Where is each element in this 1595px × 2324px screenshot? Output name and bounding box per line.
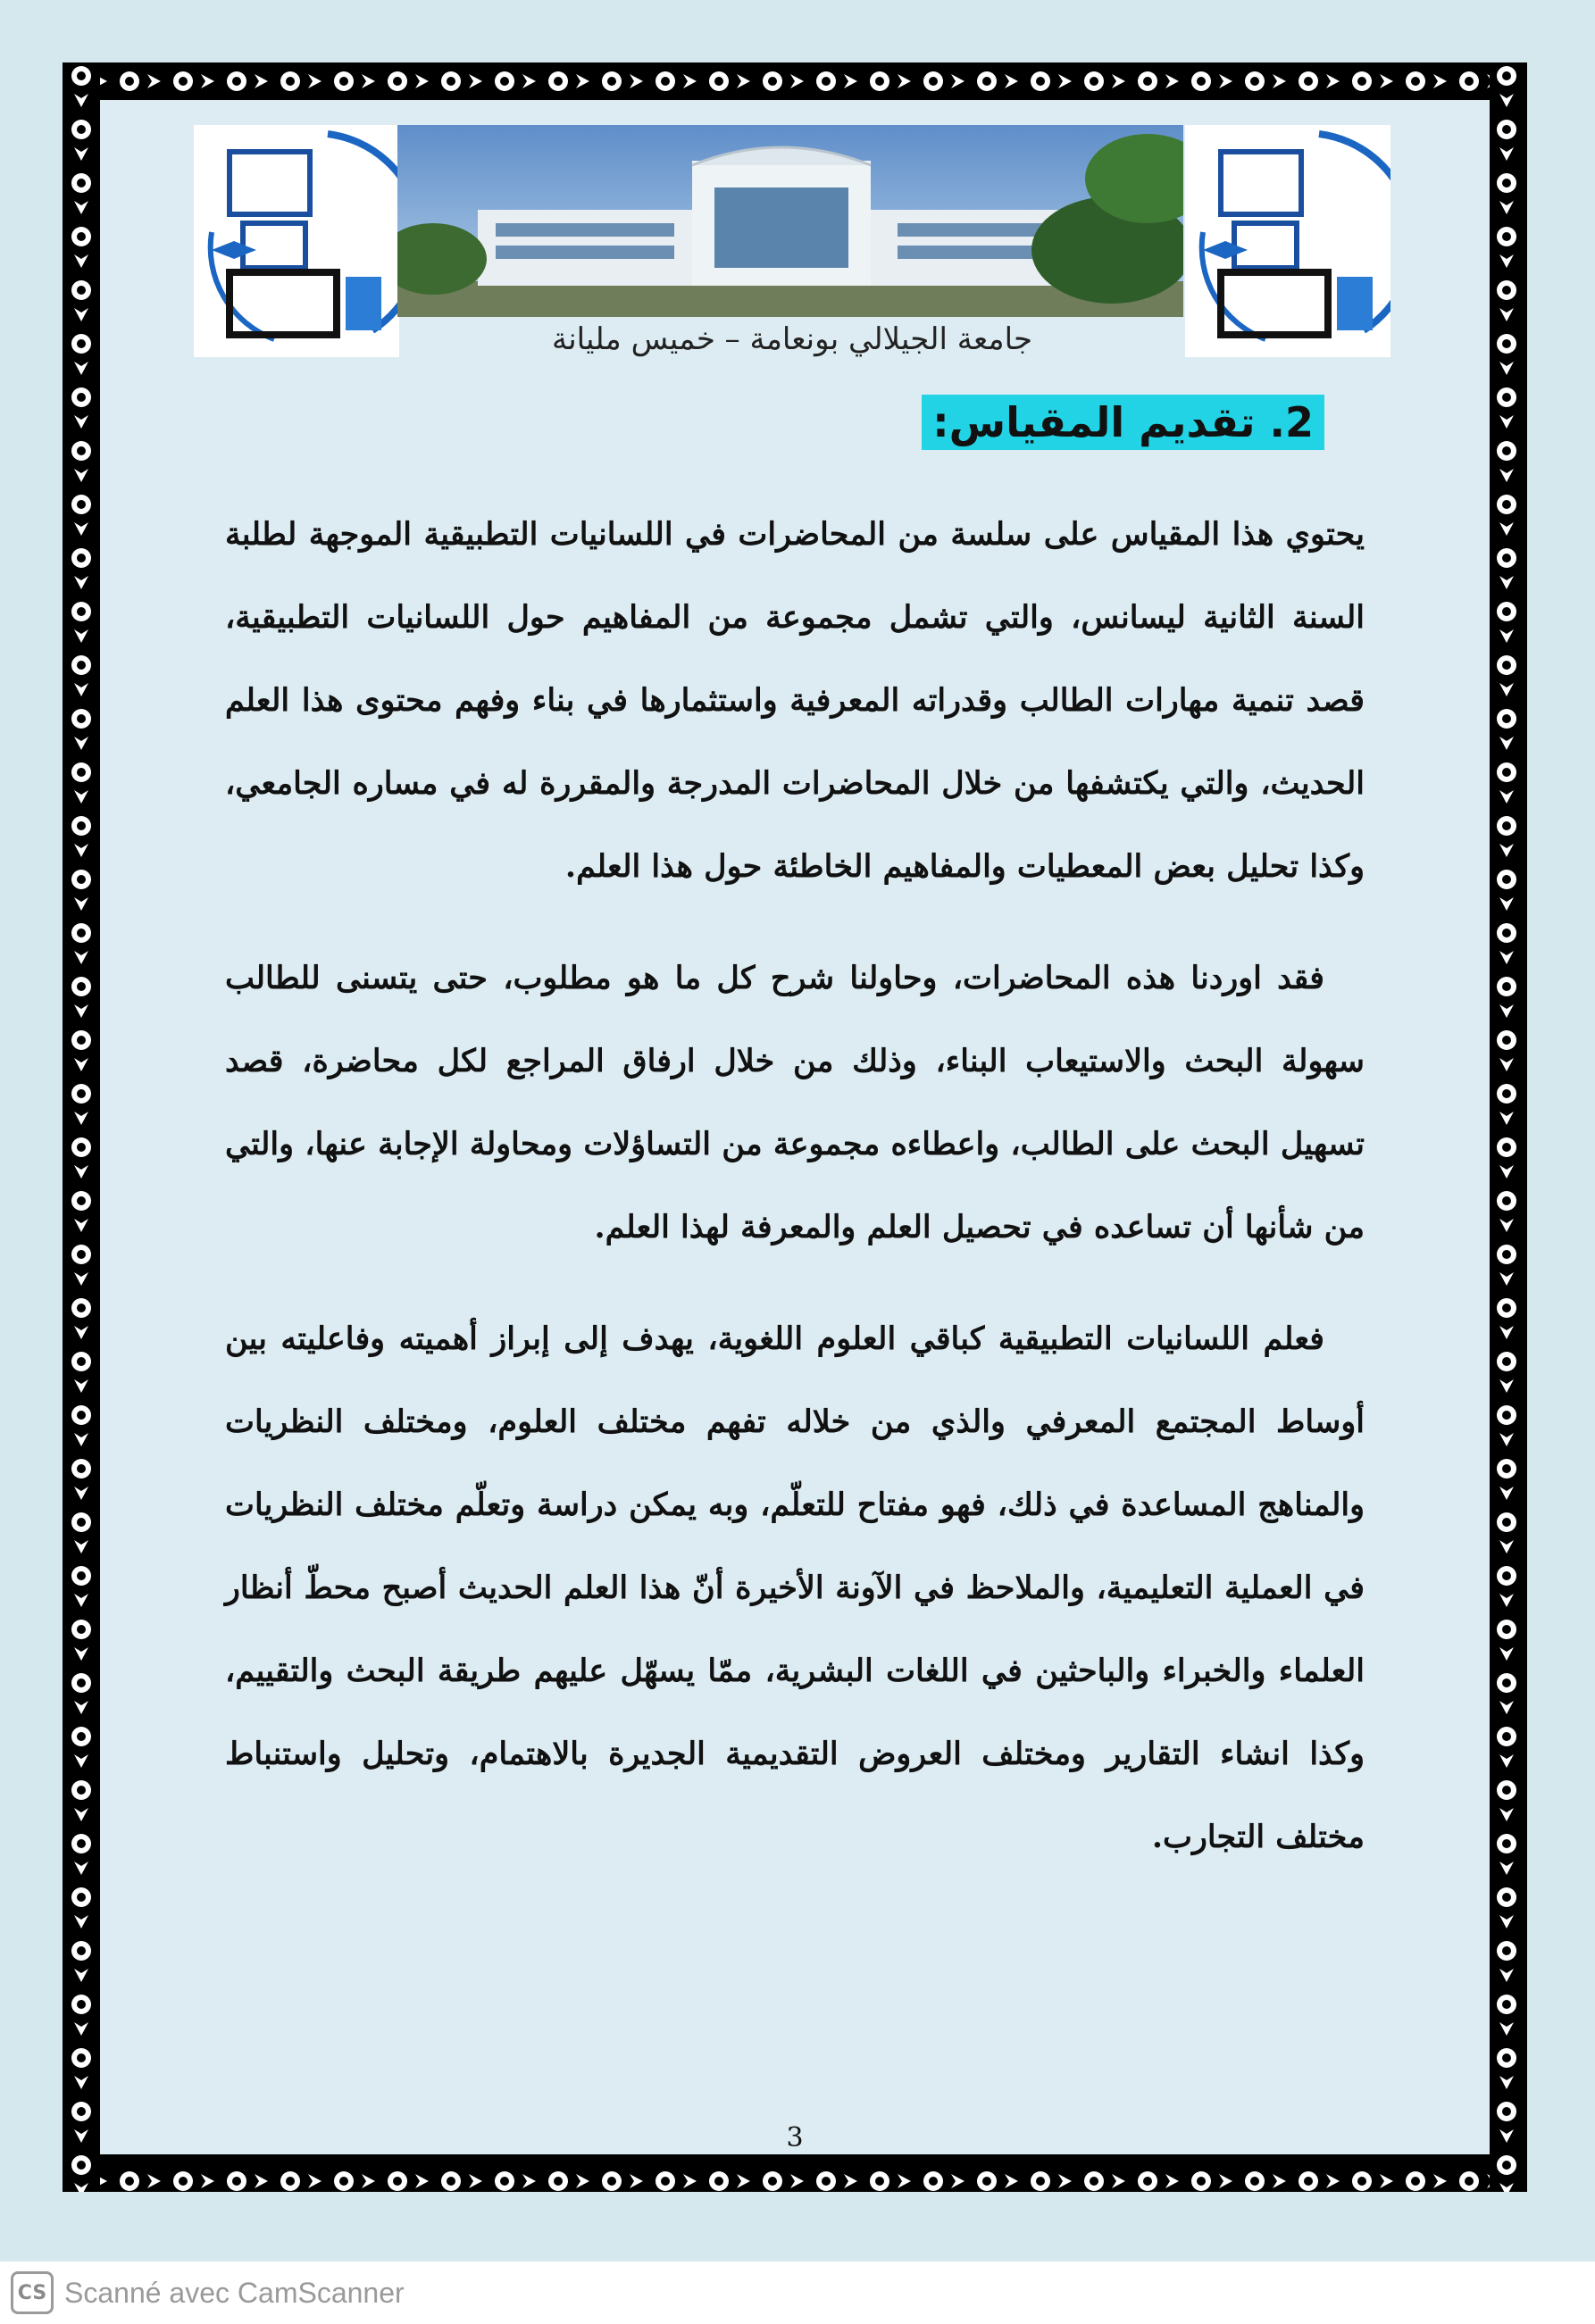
campus-building-photo bbox=[397, 125, 1183, 317]
page-content bbox=[100, 100, 1490, 2154]
paragraph-3: فعلم اللسانيات التطبيقية كباقي العلوم اللغوية، يهدف إلى إبراز أهميته وفاعليته بين أوساط المجتمع المعرفي والذي من خلاله تفهم مختلف العلوم، ومختلف النظريات والمناهج المساعدة في ذلك، فهو مفتاح للتعلّم، وبه يمكن دراسة وتعلّم مختلف النظريات في العملية التعليمية، والملاحظ في الآونة الأخيرة أنّ هذا العلم الحديث أصبح محطّ أنظار العلماء والخبراء والباحثين في اللغات البشرية، ممّا يسهّل عليهم طريقة البحث والتقييم، وكذا انشاء التقارير ومختلف العروض التقديمية الجديرة بالاهتمام، وتحليل واستنباط مختلف التجارب. bbox=[225, 1320, 1365, 1855]
university-caption: جامعة الجيلالي بونعامة – خميس مليانة bbox=[551, 321, 1032, 357]
scanner-watermark-text: Scanné avec CamScanner bbox=[64, 2276, 405, 2309]
document-page bbox=[63, 62, 1527, 2192]
university-header bbox=[194, 125, 1390, 362]
page-number: 3 bbox=[786, 2122, 804, 2153]
body-text bbox=[225, 493, 1365, 1907]
scanner-footer bbox=[0, 2262, 1595, 2324]
paragraph-1: يحتوي هذا المقياس على سلسة من المحاضرات في اللسانيات التطبيقية الموجهة لطلبة السنة الثانية ليسانس، والتي تشمل مجموعة من المفاهيم حول اللسانيات التطبيقية، قصد تنمية مهارات الطالب وقدراته المعرفية واستثمارها في بناء وفهم محتوى هذا العلم الحديث، والتي يكتشفها من خلال المحاضرات المدرجة والمقررة له في مساره الجامعي، وكذا تحليل بعض المعطيات والمفاهيم الخاطئة حول هذا العلم. bbox=[225, 516, 1365, 885]
camscanner-icon: CS bbox=[11, 2271, 54, 2314]
paragraph-2: فقد اوردنا هذه المحاضرات، وحاولنا شرح كل ما هو مطلوب، حتى يتسنى للطالب سهولة البحث والاستيعاب البناء، وذلك من خلال ارفاق المراجع لكل محاضرة، قصد تسهيل البحث على الطالب، واعطاءه مجموعة من التساؤلات ومحاولة الإجابة عنها، والتي من شأنها أن تساعده في تحصيل العلم والمعرفة لهذا العلم. bbox=[225, 960, 1365, 1245]
section-title: 2. تقديم المقياس: bbox=[922, 395, 1324, 450]
